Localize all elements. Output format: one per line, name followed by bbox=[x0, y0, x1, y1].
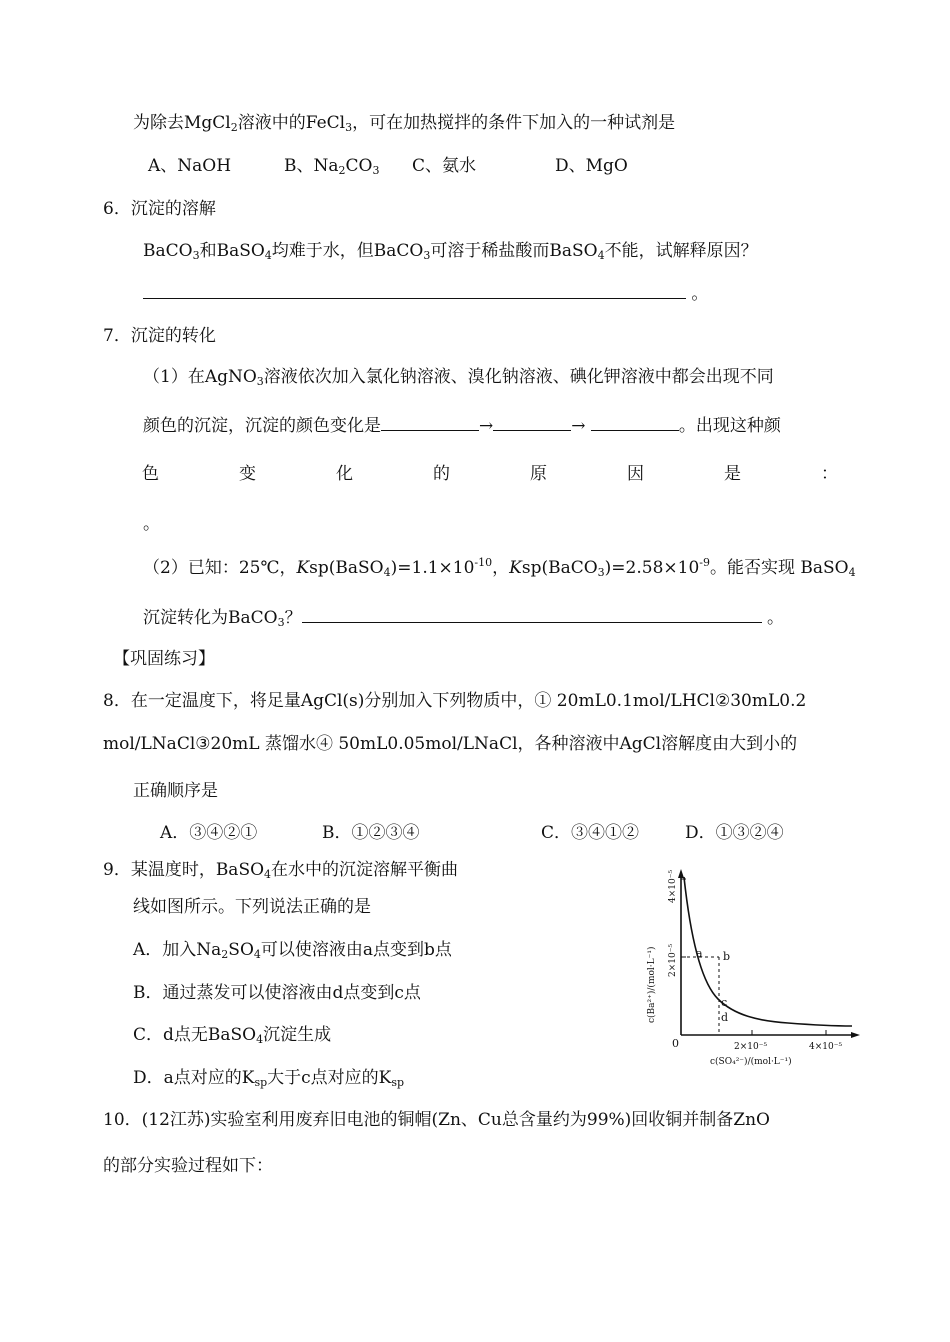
q7-part2-line2: 沉淀转化为BaCO$_3$？ 。 bbox=[143, 608, 784, 629]
point-b-label: b bbox=[723, 950, 731, 963]
q9-option-b: B．通过蒸发可以使溶液由d点变到c点 bbox=[133, 983, 421, 1003]
q6-answer-line: 。 bbox=[143, 282, 708, 305]
q10-line2: 的部分实验过程如下： bbox=[103, 1156, 273, 1176]
q5-option-d: D、MgO bbox=[555, 156, 628, 176]
q7-heading: 7．沉淀的转化 bbox=[103, 326, 216, 346]
q7-part1-line3: 色 变 化 的 原 因 是 ： bbox=[142, 464, 838, 484]
q5-option-c: C、氨水 bbox=[412, 156, 477, 176]
q6-question: BaCO$_3$和BaSO$_4$均难于水，但BaCO$_3$可溶于稀盐酸而BaSO$_4$不能，试解释原因？ bbox=[143, 241, 758, 262]
point-d-label: d bbox=[721, 1011, 729, 1024]
baso4-solubility-figure bbox=[630, 863, 870, 1073]
q7-part2-line1: （2）已知：25℃，$Ksp(BaSO_4)=1.1\times 10^{-10}$，$Ksp(BaCO_3)=2.58\times 10^{-9}$。能否实现 BaSO$_4$ bbox=[143, 556, 856, 579]
y-tick-1: 2×10⁻⁵ bbox=[668, 943, 678, 977]
q8-option-b: B．①②③④ bbox=[322, 823, 420, 843]
q8-line1: 8．在一定温度下，将足量AgCl(s)分别加入下列物质中，① 20mL0.1mol/LHCl②30mL0.2 bbox=[103, 691, 807, 711]
x-axis-label: c(SO₄²⁻)/(mol·L⁻¹) bbox=[710, 1057, 792, 1067]
origin-label: 0 bbox=[672, 1037, 679, 1050]
q9-option-d: D．a点对应的$K_{sp}$大于c点对应的$K_{sp}$ bbox=[133, 1068, 405, 1089]
q7-part1-line1: （1）在AgNO$_3$溶液依次加入氯化钠溶液、溴化钠溶液、碘化钾溶液中都会出现不同 bbox=[143, 367, 774, 388]
x-tick-1: 2×10⁻⁵ bbox=[734, 1042, 768, 1052]
q9-line1: 9．某温度时，BaSO$_4$在水中的沉淀溶解平衡曲 bbox=[103, 860, 459, 881]
q6-heading: 6．沉淀的溶解 bbox=[103, 199, 216, 219]
q5-option-a: A、NaOH bbox=[148, 156, 232, 176]
q9-line2: 线如图所示。下列说法正确的是 bbox=[133, 897, 371, 917]
q9-option-a: A．加入$Na_2SO_4$可以使溶液由a点变到b点 bbox=[133, 940, 452, 961]
q8-option-a: A．③④②① bbox=[160, 823, 258, 843]
q7-part1-line4: 。 bbox=[143, 514, 160, 534]
point-a-label: a bbox=[696, 947, 703, 960]
q7-part1-line2: 颜色的沉淀，沉淀的颜色变化是 → → 。出现这种颜 bbox=[143, 416, 781, 436]
y-axis-label: c(Ba²⁺)/(mol·L⁻¹) bbox=[647, 946, 657, 1023]
point-c-label: c bbox=[721, 996, 728, 1009]
section-title: 【巩固练习】 bbox=[113, 649, 215, 669]
q8-option-d: D．①③②④ bbox=[685, 823, 784, 843]
q9-option-c: C．d点无BaSO$_4$沉淀生成 bbox=[133, 1025, 332, 1046]
equilibrium-curve bbox=[684, 877, 852, 1026]
y-axis-arrow bbox=[678, 869, 684, 878]
q5-option-b: B、$Na_2CO_3$ bbox=[284, 156, 380, 177]
q8-line3: 正确顺序是 bbox=[133, 781, 218, 801]
q10-line1: 10．(12江苏)实验室利用废弃旧电池的铜帽(Zn、Cu总含量约为99%)回收铜并制备ZnO bbox=[103, 1110, 770, 1130]
q8-line2: mol/LNaCl③20mL 蒸馏水④ 50mL0.05mol/LNaCl，各种溶液中AgCl溶解度由大到小的 bbox=[103, 734, 798, 754]
y-tick-2: 4×10⁻⁵ bbox=[668, 869, 678, 903]
x-tick-2: 4×10⁻⁵ bbox=[809, 1042, 843, 1052]
q5-stem: 为除去MgCl$_2$溶液中的FeCl$_3$，可在加热搅拌的条件下加入的一种试剂是 bbox=[133, 113, 676, 134]
q8-option-c: C．③④①② bbox=[541, 823, 640, 843]
x-axis-arrow bbox=[851, 1032, 860, 1038]
